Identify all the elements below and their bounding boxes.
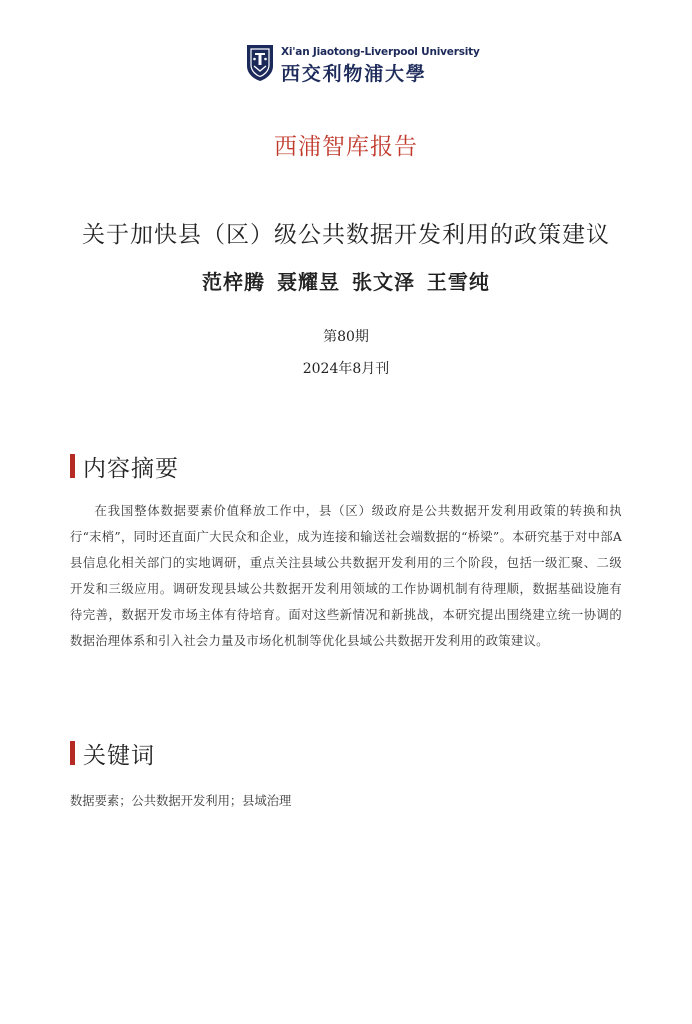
- keywords-list: 数据要素；公共数据开发利用；县域治理: [70, 794, 292, 808]
- abstract-heading: [70, 452, 179, 480]
- university-logo: [246, 44, 480, 85]
- abstract-body: 在我国整体数据要素价值释放工作中，县（区）级政府是公共数据开发利用政策的转换和执行“末梢”，同时还直面广大民众和企业，成为连接和输送社会端数据的“桥梁”。本研究基于对中部A县信息化相关部门的实地调研，重点关注县域公共数据开发利用的三个阶段，包括一级汇聚、二级开发和三级应用。调研发现县域公共数据开发利用领域的工作协调机制有待理顺，数据基础设施有待完善，数据开发市场主体有待培育。面对这些新情况和新挑战，本研究提出围绕建立统一协调的数据治理体系和引入社会力量及市场化机制等优化县域公共数据开发利用的政策建议。: [70, 504, 622, 648]
- report-series-title: 西浦智库报告: [274, 134, 418, 160]
- keywords-heading-text: 关键词: [83, 742, 155, 769]
- issue-number: 第80期: [323, 329, 369, 345]
- abstract-heading-text: 内容摘要: [83, 455, 179, 482]
- university-crest-icon: [246, 44, 274, 82]
- university-name-cn: 西交利物浦大學: [281, 63, 427, 85]
- publication-date: 2024年8月刊: [302, 361, 390, 377]
- report-authors: 范梓腾 聂耀昱 张文泽 王雪纯: [202, 270, 490, 294]
- university-name-en: Xi'an Jiaotong-Liverpool University: [281, 46, 480, 58]
- section-bar-icon: [70, 454, 75, 478]
- report-title: 关于加快县（区）级公共数据开发利用的政策建议: [82, 222, 610, 248]
- keywords-heading: [70, 739, 155, 767]
- section-bar-icon: [70, 741, 75, 765]
